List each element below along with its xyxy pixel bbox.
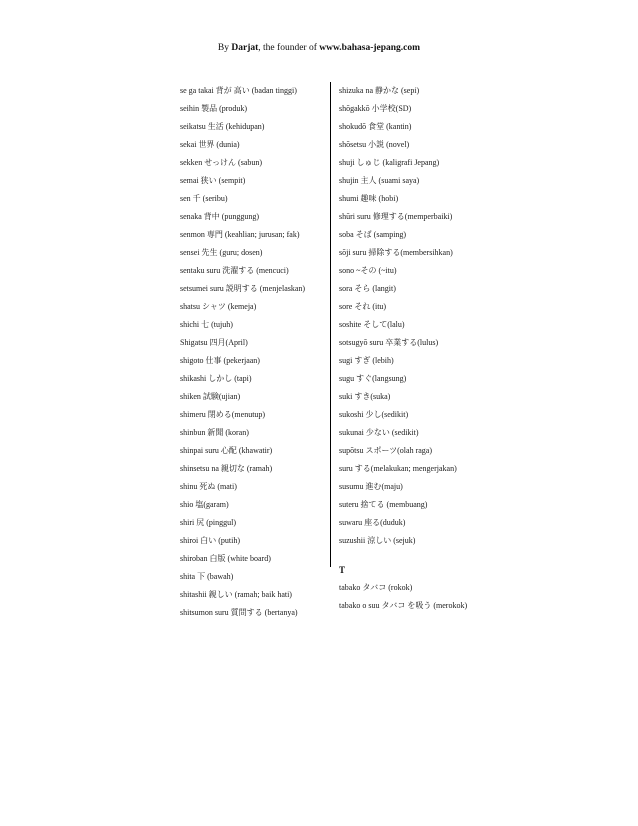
dictionary-entry: shinpai suru 心配 (khawatir) [180, 446, 273, 455]
dictionary-entry: shatsu シャツ (kemeja) [180, 302, 257, 311]
section-letter-t: T [339, 565, 346, 575]
dictionary-entry: shichi 七 (tujuh) [180, 320, 233, 329]
dictionary-entry: sora そら (langit) [339, 284, 396, 293]
dictionary-entry: sono ~その (~itu) [339, 266, 397, 275]
dictionary-entry: suteru 捨てる (membuang) [339, 500, 428, 509]
dictionary-entry: shigoto 仕事 (pekerjaan) [180, 356, 260, 365]
dictionary-entry: sekai 世界 (dunia) [180, 140, 240, 149]
dictionary-entry: shitashii 親しい (ramah; baik hati) [180, 590, 292, 599]
dictionary-entry: shūri suru 修理する(memperbaiki) [339, 212, 453, 221]
dictionary-entry: sugu すぐ(langsung) [339, 374, 407, 383]
dictionary-entry: soshite そして(lalu) [339, 320, 405, 329]
dictionary-entry: shiroban 白版 (white board) [180, 554, 271, 563]
column-divider [330, 82, 331, 567]
dictionary-entry: supōtsu スポーツ(olah raga) [339, 446, 432, 455]
dictionary-entry: seikatsu 生活 (kehidupan) [180, 122, 265, 131]
dictionary-entry: shiroi 白い (putih) [180, 536, 240, 545]
dictionary-entry: tabako o suu タバコ を吸う (merokok) [339, 601, 468, 610]
dictionary-entry: shiken 試験(ujian) [180, 392, 241, 401]
dictionary-entry: semai 狭い (sempit) [180, 176, 246, 185]
header-site: www.bahasa-jepang.com [319, 43, 421, 53]
page-header [0, 42, 638, 54]
dictionary-entry: shōsetsu 小説 (novel) [339, 140, 410, 149]
header-middle: , the founder of [258, 43, 320, 53]
dictionary-entry: shinsetsu na 親切な (ramah) [180, 464, 273, 473]
dictionary-entry: suki すき(suka) [339, 392, 391, 401]
dictionary-entry: seihin 製品 (produk) [180, 104, 248, 113]
dictionary-entry: sotsugyō suru 卒業する(lulus) [339, 338, 439, 347]
dictionary-entry: shizuka na 静かな (sepi) [339, 86, 420, 95]
dictionary-entry: susumu 進む(maju) [339, 482, 403, 491]
dictionary-entry: sugi すぎ (lebih) [339, 356, 394, 365]
dictionary-entry: suru する(melakukan; mengerjakan) [339, 464, 457, 473]
dictionary-entry: sōji suru 掃除する(membersihkan) [339, 248, 453, 257]
dictionary-entry: tabako タバコ (rokok) [339, 583, 413, 592]
dictionary-entry: shikashi しかし (tapi) [180, 374, 252, 383]
dictionary-entry: shio 塩(garam) [180, 500, 229, 509]
dictionary-entry: setsumei suru 説明する (menjelaskan) [180, 284, 306, 293]
dictionary-entry: sukoshi 少し(sedikit) [339, 410, 409, 419]
dictionary-entry: senmon 専門 (keahlian; jurusan; fak) [180, 230, 300, 239]
dictionary-entry: Shigatsu 四月(April) [180, 338, 248, 347]
dictionary-entry: shōgakkō 小学校(SD) [339, 104, 412, 113]
dictionary-entry: sukunai 少ない (sedikit) [339, 428, 419, 437]
dictionary-entry: suzushii 涼しい (sejuk) [339, 536, 416, 545]
dictionary-entry: shujin 主人 (suami saya) [339, 176, 420, 185]
dictionary-entry: sen 千 (seribu) [180, 194, 228, 203]
dictionary-entry: senaka 背中 (punggung) [180, 212, 260, 221]
dictionary-entry: suwaru 座る(duduk) [339, 518, 406, 527]
dictionary-entry: shumi 趣味 (hobi) [339, 194, 399, 203]
dictionary-entry: shinu 死ぬ (mati) [180, 482, 237, 491]
dictionary-entry: shita 下 (bawah) [180, 572, 234, 581]
header-author: Darjat [231, 43, 259, 53]
dictionary-entry: shiri 尻 (pinggul) [180, 518, 236, 527]
dictionary-entry: sore それ (itu) [339, 302, 387, 311]
dictionary-entry: sentaku suru 洗濯する (mencuci) [180, 266, 289, 275]
dictionary-entry: shitsumon suru 質問する (bertanya) [180, 608, 298, 617]
dictionary-entry: shinbun 新聞 (koran) [180, 428, 249, 437]
dictionary-entry: soba そば (samping) [339, 230, 407, 239]
dictionary-entry: sensei 先生 (guru; dosen) [180, 248, 263, 257]
dictionary-entry: shuji しゅじ (kaligrafi Jepang) [339, 158, 440, 167]
dictionary-entry: sekken せっけん (sabun) [180, 158, 263, 167]
header-prefix: By [217, 43, 232, 53]
dictionary-entry: shokudō 食堂 (kantin) [339, 122, 412, 131]
dictionary-entry: se ga takai 背が 高い (badan tinggi) [180, 86, 297, 95]
dictionary-entry: shimeru 閉める(menutup) [180, 410, 266, 419]
